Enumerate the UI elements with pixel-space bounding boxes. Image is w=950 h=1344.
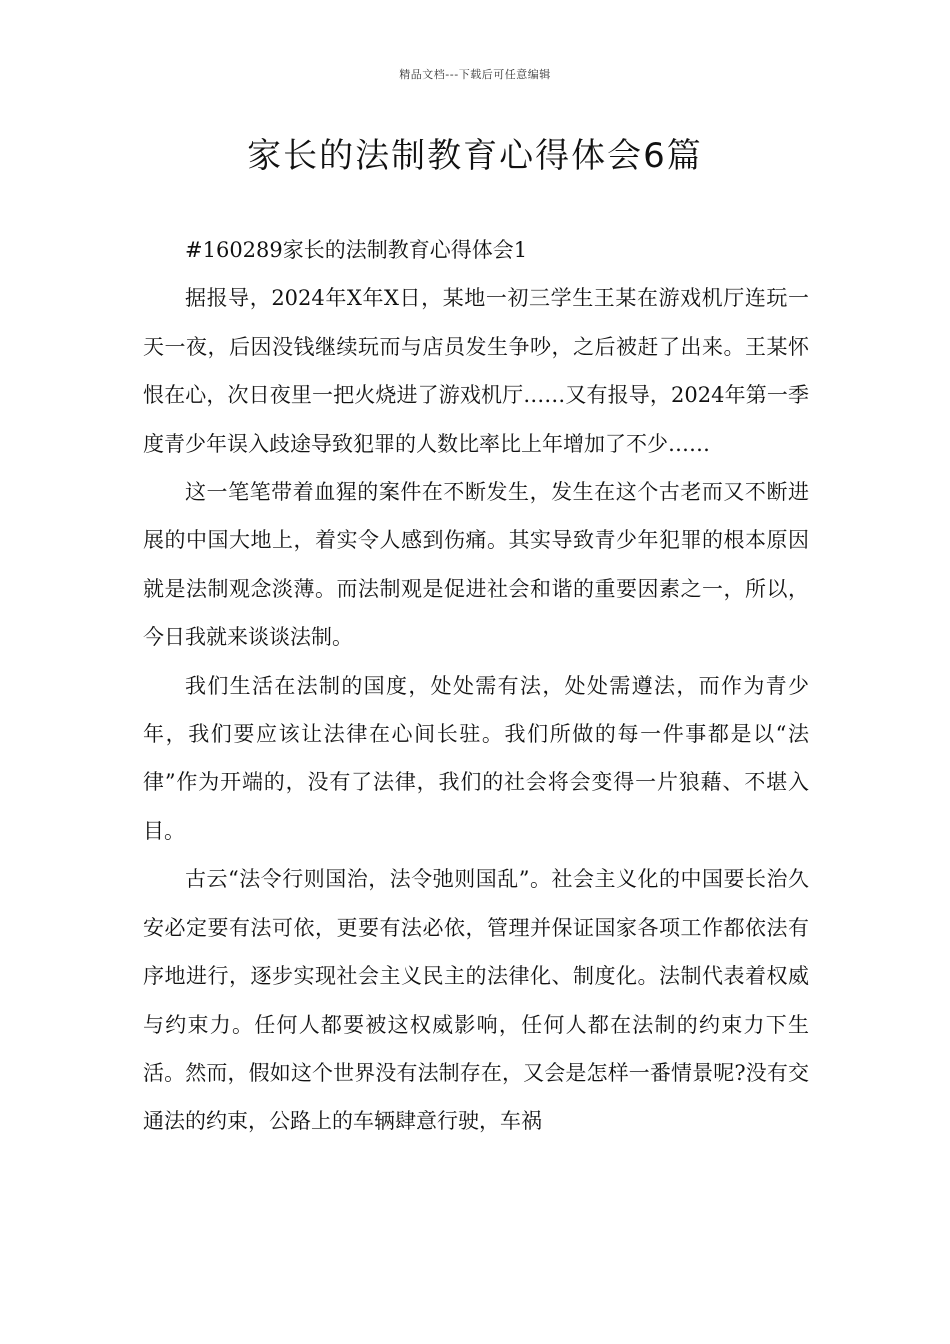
paragraph: #160289家长的法制教育心得体会1 [185,238,528,262]
document-body [143,226,809,1146]
header-note: 精品文档---下载后可任意编辑 [399,68,551,81]
paragraph: 古云“法令行则国治，法令弛则国乱”。社会主义化的中国要长治久安必定要有法可依，更要有法必依，管理并保证国家各项工作都依法有序地进行，逐步实现社会主义民主的法律化、制度化。法制代表着权威与约束力。任何人都要被这权威影响，任何人都在法制的约束力下生活。然而，假如这个世界没有法制存在，又会是怎样一番情景呢?没有交通法的约束，公路上的车辆肆意行驶，车祸 [143,867,809,1134]
paragraph: 我们生活在法制的国度，处处需有法，处处需遵法，而作为青少年，我们要应该让法律在心间长驻。我们所做的每一件事都是以“法律”作为开端的，没有了法律，我们的社会将会变得一片狼藉、不堪入目。 [143,673,809,843]
paragraph: 这一笔笔带着血猩的案件在不断发生，发生在这个古老而又不断进展的中国大地上，着实令人感到伤痛。其实导致青少年犯罪的根本原因就是法制观念淡薄。而法制观是促进社会和谐的重要因素之一，所以，今日我就来谈谈法制。 [143,480,809,650]
paragraph: 据报导，2024年X年X日，某地一初三学生王某在游戏机厅连玩一天一夜，后因没钱继续玩而与店员发生争吵，之后被赶了出来。王某怀恨在心，次日夜里一把火烧进了游戏机厅……又有报导，2024年第一季度青少年误入歧途导致犯罪的人数比率比上年增加了不少…… [143,286,809,456]
document-title: 家长的法制教育心得体会6篇 [247,136,703,176]
